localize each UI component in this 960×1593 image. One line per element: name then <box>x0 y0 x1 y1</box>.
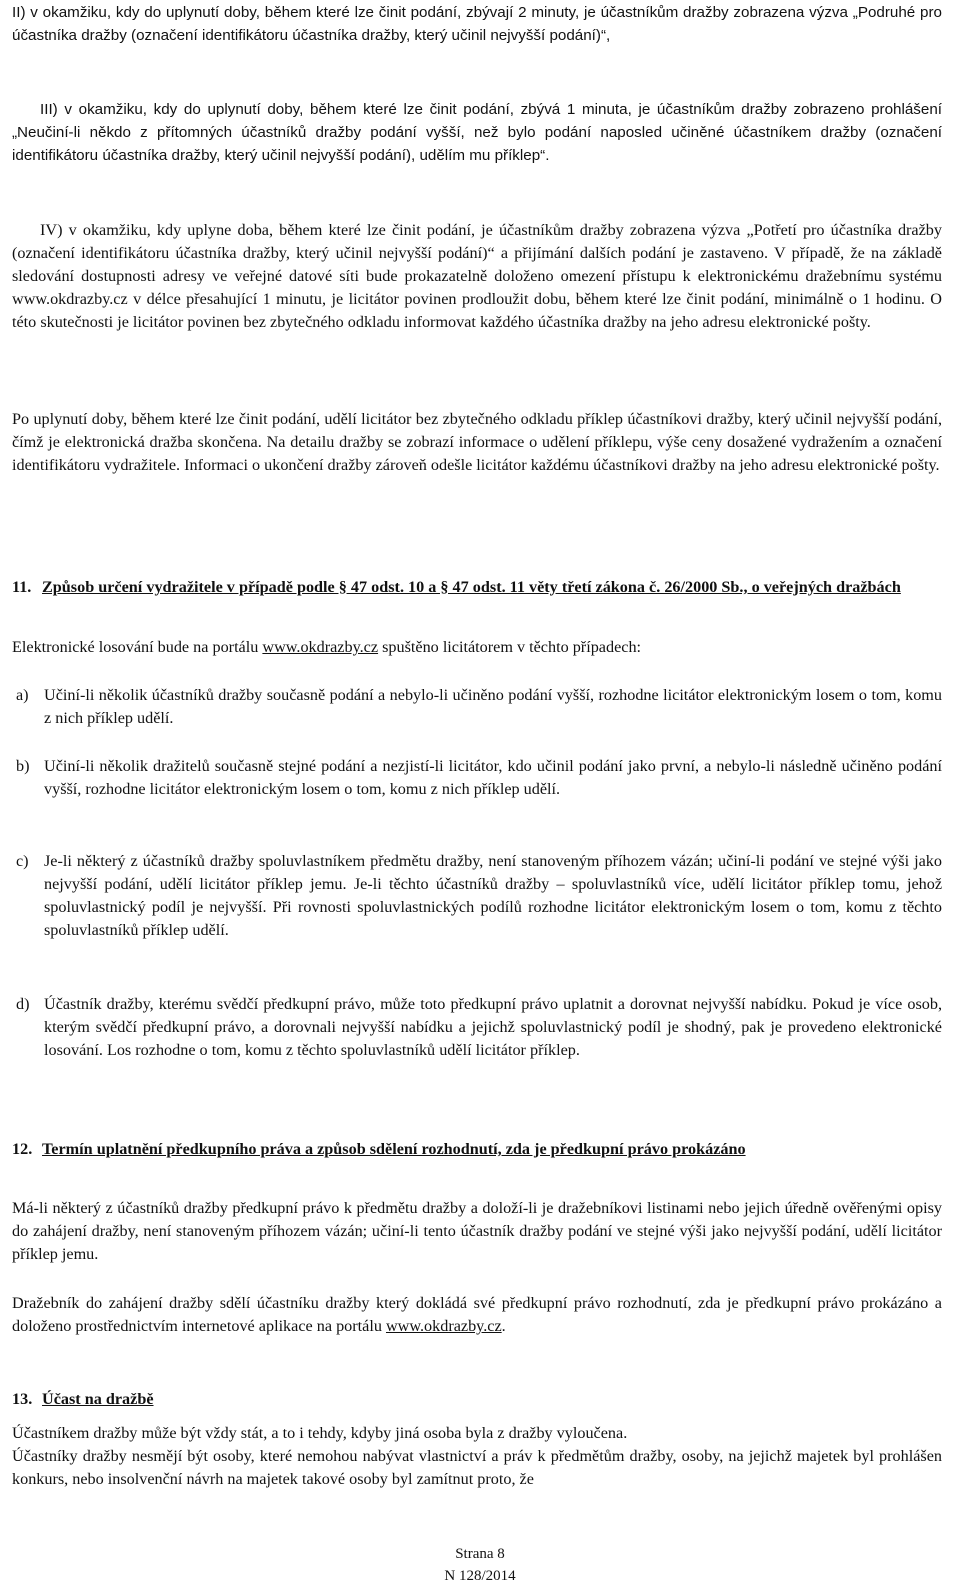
section-11-heading <box>12 576 942 599</box>
section-number: 12. <box>12 1140 33 1158</box>
section-title: Způsob určení vydražitele v případě podle § 47 odst. 10 a § 47 odst. 11 věty třetí zákona č. 26/2000 Sb., o veřejných dražbách <box>42 578 901 596</box>
list-text: Účastník dražby, kterému svědčí předkupní právo, může toto předkupní právo uplatnit a dorovnat nejvyšší nabídku. Pokud je více osob, kterým svědčí předkupní právo, a dorovnali nejvyšší nabídku a jejichž spoluvlastnický podíl je shodný, pak je provedeno elektronické losování. Los rozhodne o tom, komu z těchto spoluvlastníků udělí licitátor příklep. <box>44 995 942 1059</box>
section-12-paragraph-2: Dražebník do zahájení dražby sdělí účastníku dražby který dokládá své předkupní právo rozhodnutí, zda je předkupní právo prokázáno a doloženo prostřednictvím internetové aplikace na portálu www.okdrazby.cz. <box>12 1294 942 1335</box>
list-item-c <box>12 850 942 942</box>
list-label: d) <box>16 995 30 1013</box>
page-footer <box>0 1543 960 1587</box>
section-13-paragraph-2: Účastníky dražby nesmějí být osoby, které nemohou nabývat vlastnictví a práv k předmětům dražby, osoby, na jejichž majetek byl prohlášen konkurs, nebo insolvenční návrh na majetek takové osoby byl zamítnut proto, že <box>12 1447 942 1488</box>
list-item-b <box>12 755 942 801</box>
list-label: a) <box>16 686 29 704</box>
list-label: c) <box>16 852 29 870</box>
list-text: Učiní-li několik účastníků dražby současně podání a nebylo-li učiněno podání vyšší, rozhodne licitátor elektronickým losem o tom, komu z nich příklep udělí. <box>44 686 942 727</box>
section-number: 13. <box>12 1390 33 1408</box>
document-reference: N 128/2014 <box>444 1568 516 1584</box>
okdrazby-link[interactable]: www.okdrazby.cz <box>262 638 379 656</box>
list-text: Učiní-li několik dražitelů současně stejné podání a nezjistí-li licitátor, kdo učinil podání jako první, a nebylo-li následně učiněno podání vyšší, rozhodne licitátor elektronickým losem o tom, komu z nich příklep udělí. <box>44 757 942 798</box>
section-number: 11. <box>12 578 32 596</box>
list-text: Je-li některý z účastníků dražby spoluvlastníkem předmětu dražby, není stanoveným příhozem vázán; učiní-li podání ve stejné výši jako nejvyšší podání, udělí licitátor příklep jemu. Je-li těchto účastníků dražby – spoluvlastníků více, udělí licitátor příklep tomu, jehož spoluvlastnický podíl je nejvyšší. Při rovnosti spoluvlastnických podílů rozhodne licitátor elektronickým losem o tom, komu z těchto spoluvlastníků příklep udělí. <box>44 852 942 939</box>
list-item-d <box>12 993 942 1062</box>
section-11-intro: Elektronické losování bude na portálu www.okdrazby.cz spuštěno licitátorem v těchto případech: <box>12 638 642 656</box>
list-item-a <box>12 684 942 730</box>
paragraph-ii: II) v okamžiku, kdy do uplynutí doby, během které lze činit podání, zbývají 2 minuty, je účastníkům dražby zobrazena výzva „Podruhé pro účastníka dražby (označení identifikátoru účastníka dražby, který učinil nejvyšší podání)“, <box>12 4 942 44</box>
list-label: b) <box>16 757 30 775</box>
section-12-heading <box>12 1138 942 1161</box>
paragraph-iii: III) v okamžiku, kdy do uplynutí doby, během které lze činit podání, zbývá 1 minuta, je účastníkům dražby zobrazeno prohlášení „Neučiní-li někdo z přítomných účastníků dražby podání vyšší, než bylo podání naposled učiněné účastníkem dražby (označení identifikátoru účastníka dražby, který učinil nejvyšší podání), udělím mu příklep“. <box>12 101 942 164</box>
paragraph-iv: IV) v okamžiku, kdy uplyne doba, během které lze činit podání, je účastníkům dražby zobrazena výzva „Potřetí pro účastníka dražby (označení identifikátoru účastníka dražby, který učinil nejvyšší podání)“ a přijímání dalších podání je zastaveno. V případě, že na základě sledování dostupnosti adresy ve veřejné datové síti bude prokazatelně doloženo omezení přístupu k elektronickému dražebnímu systému www.okdrazby.cz v délce přesahující 1 minutu, je licitátor povinen prodloužit dobu, během které lze činit podání, minimálně o 1 hodinu. O této skutečnosti je licitátor povinen bez zbytečného odkladu informovat každého účastníka dražby na jeho adresu elektronické pošty. <box>12 221 942 331</box>
section-12-paragraph-1: Má-li některý z účastníků dražby předkupní právo k předmětu dražby a doloží-li je dražebníkovi listinami nebo jejich úředně ověřenými opisy do zahájení dražby, není stanoveným příhozem vázán; učiní-li tento účastník dražby podání ve stejné výši jako nejvyšší podání, udělí licitátor příklep jemu. <box>12 1199 942 1263</box>
section-13-heading <box>12 1388 942 1411</box>
page-number: Strana 8 <box>455 1546 505 1562</box>
paragraph-after-deadline: Po uplynutí doby, během které lze činit podání, udělí licitátor bez zbytečného odkladu příklep účastníkovi dražby, který učinil nejvyšší podání, čímž je elektronická dražba skončena. Na detailu dražby se zobrazí informace o udělení příklepu, výše ceny dosažené vydražením a označení identifikátoru vydražitele. Informaci o ukončení dražby zároveň odešle licitátor každému účastníkovi dražby na jeho adresu elektronické pošty. <box>12 410 942 474</box>
section-13-paragraph-1: Účastníkem dražby může být vždy stát, a to i tehdy, kdyby jiná osoba byla z dražby vyloučena. <box>12 1424 628 1442</box>
section-title: Termín uplatnění předkupního práva a způsob sdělení rozhodnutí, zda je předkupní právo prokázáno <box>42 1140 746 1158</box>
section-title: Účast na dražbě <box>42 1390 154 1408</box>
okdrazby-link[interactable]: www.okdrazby.cz <box>385 1317 502 1335</box>
